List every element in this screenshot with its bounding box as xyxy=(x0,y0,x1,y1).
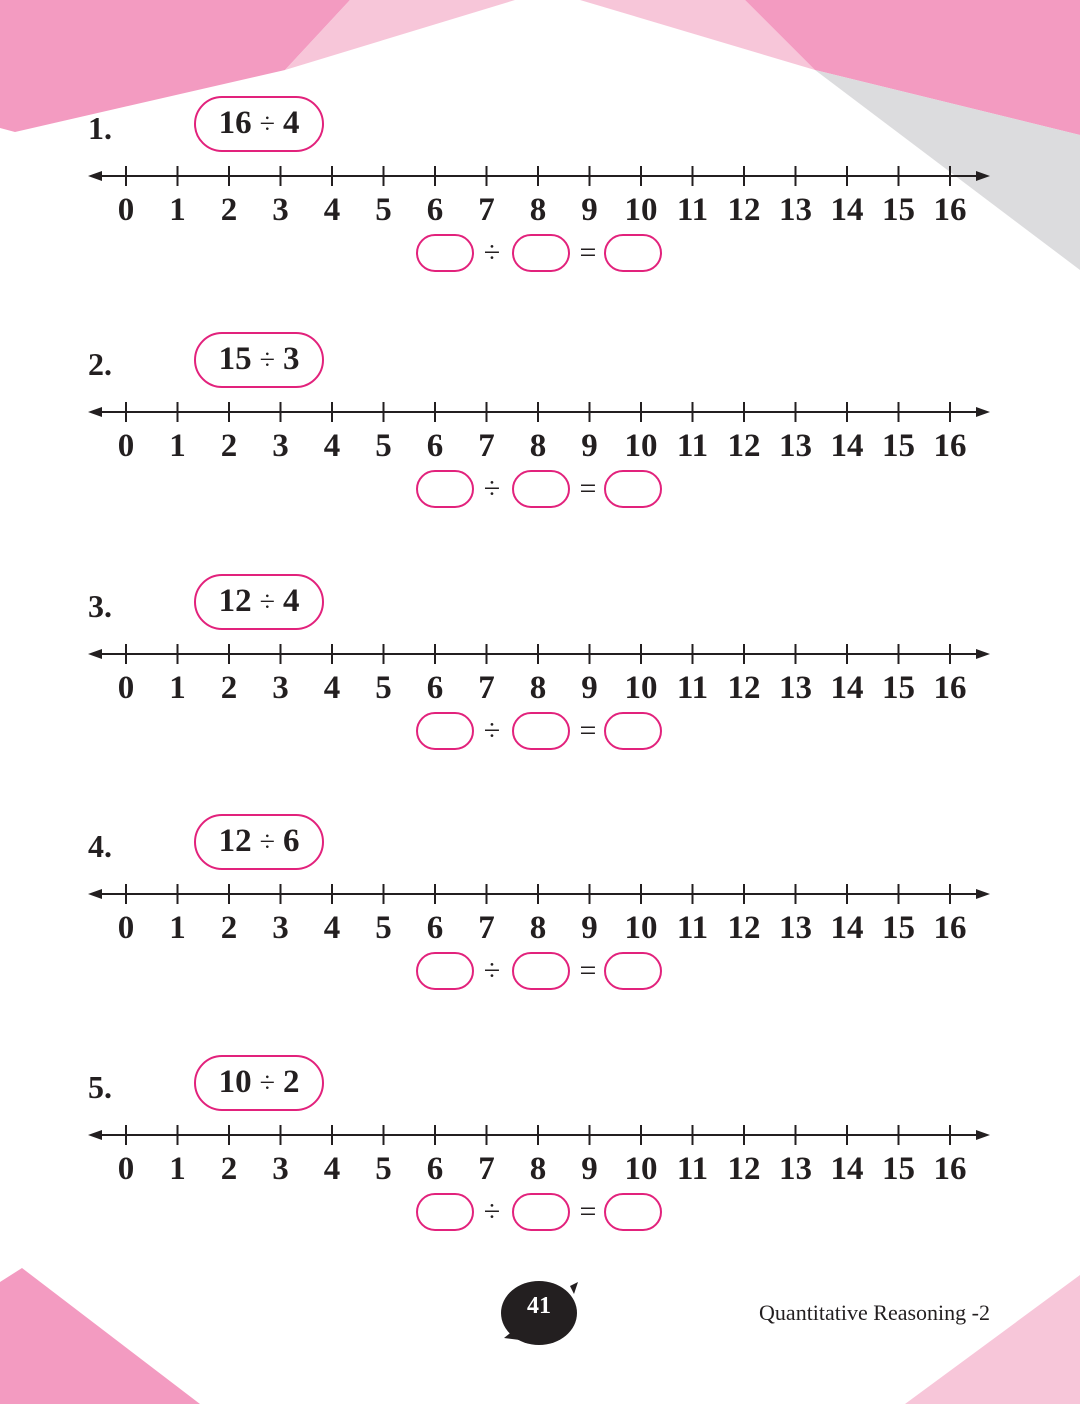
tick-label: 16 xyxy=(933,1151,967,1183)
tick-label: 7 xyxy=(478,910,495,942)
problem-1 xyxy=(0,105,1080,308)
tick-label: 1 xyxy=(169,192,186,224)
left-arrow-icon xyxy=(88,407,102,417)
tick-label: 14 xyxy=(830,1151,864,1183)
problem-3 xyxy=(0,583,1080,786)
dividend: 15 xyxy=(218,341,252,377)
tick-label: 5 xyxy=(375,428,392,460)
tick-label: 5 xyxy=(375,1151,392,1183)
tick-label: 0 xyxy=(117,910,135,942)
tick-label: 12 xyxy=(727,670,761,702)
problem-4 xyxy=(0,823,1080,1026)
right-arrow-icon xyxy=(976,889,990,899)
equals-symbol: = xyxy=(579,236,597,269)
tick-label: 16 xyxy=(933,670,967,702)
answer-row xyxy=(416,712,666,752)
divisor: 4 xyxy=(282,583,300,619)
dividend-answer-box[interactable] xyxy=(416,470,474,508)
tick-label: 0 xyxy=(117,192,135,224)
tick-label: 6 xyxy=(426,192,444,224)
divide-symbol: ÷ xyxy=(483,714,501,747)
dividend: 16 xyxy=(218,105,252,141)
dividend: 12 xyxy=(218,823,252,859)
tick-label: 12 xyxy=(727,1151,761,1183)
tick-label: 14 xyxy=(830,670,864,702)
tick-label: 7 xyxy=(478,428,495,460)
page-number-badge xyxy=(500,1280,580,1350)
quotient-answer-box[interactable] xyxy=(604,1193,662,1231)
equals-symbol: = xyxy=(579,1195,597,1228)
tick-label: 6 xyxy=(426,428,444,460)
problem-number: 1. xyxy=(88,110,112,146)
tick-label: 15 xyxy=(882,428,915,460)
bottom-right-light-shape xyxy=(905,1275,1080,1404)
problem-number: 3. xyxy=(88,588,112,624)
tick-label: 13 xyxy=(779,428,812,460)
tick-label: 3 xyxy=(272,428,289,460)
tick-label: 15 xyxy=(882,192,915,224)
tick-label: 0 xyxy=(117,428,135,460)
tick-label: 10 xyxy=(624,910,658,942)
tick-label: 13 xyxy=(779,1151,812,1183)
tick-label: 5 xyxy=(375,192,392,224)
dividend-answer-box[interactable] xyxy=(416,1193,474,1231)
tick-label: 4 xyxy=(323,192,341,224)
tick-label: 9 xyxy=(581,670,598,702)
tick-label: 2 xyxy=(220,428,238,460)
book-title: Quantitative Reasoning -2 xyxy=(759,1300,990,1325)
dividend-answer-box[interactable] xyxy=(416,234,474,272)
tick-label: 1 xyxy=(169,1151,186,1183)
problem-number: 2. xyxy=(88,346,112,382)
dividend-answer-box[interactable] xyxy=(416,712,474,750)
answer-row xyxy=(416,952,666,992)
tick-label: 8 xyxy=(529,428,547,460)
divisor-answer-box[interactable] xyxy=(512,470,570,508)
divisor: 6 xyxy=(282,823,300,859)
answer-row xyxy=(416,1193,666,1233)
tick-label: 8 xyxy=(529,192,547,224)
divisor: 3 xyxy=(282,341,300,377)
divisor-answer-box[interactable] xyxy=(512,712,570,750)
tick-label: 13 xyxy=(779,910,812,942)
equals-symbol: = xyxy=(579,714,597,747)
tick-label: 10 xyxy=(624,428,658,460)
tick-label: 7 xyxy=(478,670,495,702)
divisor: 2 xyxy=(282,1064,300,1100)
tick-label: 13 xyxy=(779,670,812,702)
tick-label: 12 xyxy=(727,428,761,460)
tick-label: 3 xyxy=(272,910,289,942)
number-line xyxy=(86,380,996,460)
tick-label: 1 xyxy=(169,910,186,942)
tick-label: 8 xyxy=(529,1151,547,1183)
tick-label: 12 xyxy=(727,192,761,224)
tick-label: 1 xyxy=(169,428,186,460)
tick-label: 2 xyxy=(220,192,238,224)
tick-label: 0 xyxy=(117,1151,135,1183)
left-arrow-icon xyxy=(88,171,102,181)
tick-label: 6 xyxy=(426,910,444,942)
problem-number: 5. xyxy=(88,1069,112,1105)
tick-label: 7 xyxy=(478,1151,495,1183)
tick-label: 11 xyxy=(676,428,709,460)
tick-label: 14 xyxy=(830,910,864,942)
right-arrow-icon xyxy=(976,171,990,181)
right-arrow-icon xyxy=(976,649,990,659)
divide-operator: ÷ xyxy=(259,1068,275,1099)
equals-symbol: = xyxy=(579,954,597,987)
tick-label: 2 xyxy=(220,670,238,702)
tick-label: 16 xyxy=(933,192,967,224)
tick-label: 13 xyxy=(779,192,812,224)
tick-label: 6 xyxy=(426,1151,444,1183)
tick-label: 0 xyxy=(117,670,135,702)
tick-label: 9 xyxy=(581,1151,598,1183)
divide-symbol: ÷ xyxy=(483,236,501,269)
left-arrow-icon xyxy=(88,649,102,659)
left-arrow-icon xyxy=(88,889,102,899)
divide-symbol: ÷ xyxy=(483,1195,501,1228)
divisor-answer-box[interactable] xyxy=(512,1193,570,1231)
number-line xyxy=(86,622,996,702)
problem-2 xyxy=(0,341,1080,544)
left-arrow-icon xyxy=(88,1130,102,1140)
tick-label: 6 xyxy=(426,670,444,702)
tick-label: 11 xyxy=(676,192,709,224)
tick-label: 12 xyxy=(727,910,761,942)
tick-label: 4 xyxy=(323,1151,341,1183)
tick-label: 9 xyxy=(581,192,598,224)
divide-operator: ÷ xyxy=(259,109,275,140)
divide-symbol: ÷ xyxy=(483,472,501,505)
tick-label: 10 xyxy=(624,670,658,702)
tick-label: 2 xyxy=(220,910,238,942)
tick-label: 5 xyxy=(375,910,392,942)
tick-label: 8 xyxy=(529,670,547,702)
tick-label: 8 xyxy=(529,910,547,942)
divisor-answer-box[interactable] xyxy=(512,952,570,990)
tick-label: 3 xyxy=(272,670,289,702)
tick-label: 16 xyxy=(933,428,967,460)
tick-label: 2 xyxy=(220,1151,238,1183)
dividend-answer-box[interactable] xyxy=(416,952,474,990)
right-arrow-icon xyxy=(976,1130,990,1140)
divide-symbol: ÷ xyxy=(483,954,501,987)
quotient-answer-box[interactable] xyxy=(604,470,662,508)
page-number: 41 xyxy=(527,1293,551,1319)
tick-label: 4 xyxy=(323,428,341,460)
divide-operator: ÷ xyxy=(259,345,275,376)
number-line xyxy=(86,144,996,224)
tick-label: 16 xyxy=(933,910,967,942)
tick-label: 3 xyxy=(272,192,289,224)
tick-label: 10 xyxy=(624,1151,658,1183)
tick-label: 3 xyxy=(272,1151,289,1183)
divide-operator: ÷ xyxy=(259,587,275,618)
tick-label: 5 xyxy=(375,670,392,702)
tick-label: 4 xyxy=(323,910,341,942)
tick-label: 1 xyxy=(169,670,186,702)
divisor: 4 xyxy=(282,105,300,141)
tick-label: 15 xyxy=(882,910,915,942)
tick-label: 11 xyxy=(676,1151,709,1183)
tick-label: 15 xyxy=(882,670,915,702)
tick-label: 4 xyxy=(323,670,341,702)
tick-label: 9 xyxy=(581,910,598,942)
quotient-answer-box[interactable] xyxy=(604,234,662,272)
tick-label: 9 xyxy=(581,428,598,460)
answer-row xyxy=(416,470,666,510)
divide-operator: ÷ xyxy=(259,827,275,858)
answer-row xyxy=(416,234,666,274)
dividend: 10 xyxy=(218,1064,252,1100)
dividend: 12 xyxy=(218,583,252,619)
divisor-answer-box[interactable] xyxy=(512,234,570,272)
tick-label: 7 xyxy=(478,192,495,224)
right-arrow-icon xyxy=(976,407,990,417)
tick-label: 15 xyxy=(882,1151,915,1183)
tick-label: 10 xyxy=(624,192,658,224)
number-line xyxy=(86,1103,996,1183)
tick-label: 11 xyxy=(676,910,709,942)
quotient-answer-box[interactable] xyxy=(604,952,662,990)
tick-label: 11 xyxy=(676,670,709,702)
problem-5 xyxy=(0,1064,1080,1267)
tick-label: 14 xyxy=(830,428,864,460)
bottom-left-pink-shape xyxy=(0,1268,200,1404)
problem-number: 4. xyxy=(88,828,112,864)
number-line xyxy=(86,862,996,942)
quotient-answer-box[interactable] xyxy=(604,712,662,750)
equals-symbol: = xyxy=(579,472,597,505)
tick-label: 14 xyxy=(830,192,864,224)
